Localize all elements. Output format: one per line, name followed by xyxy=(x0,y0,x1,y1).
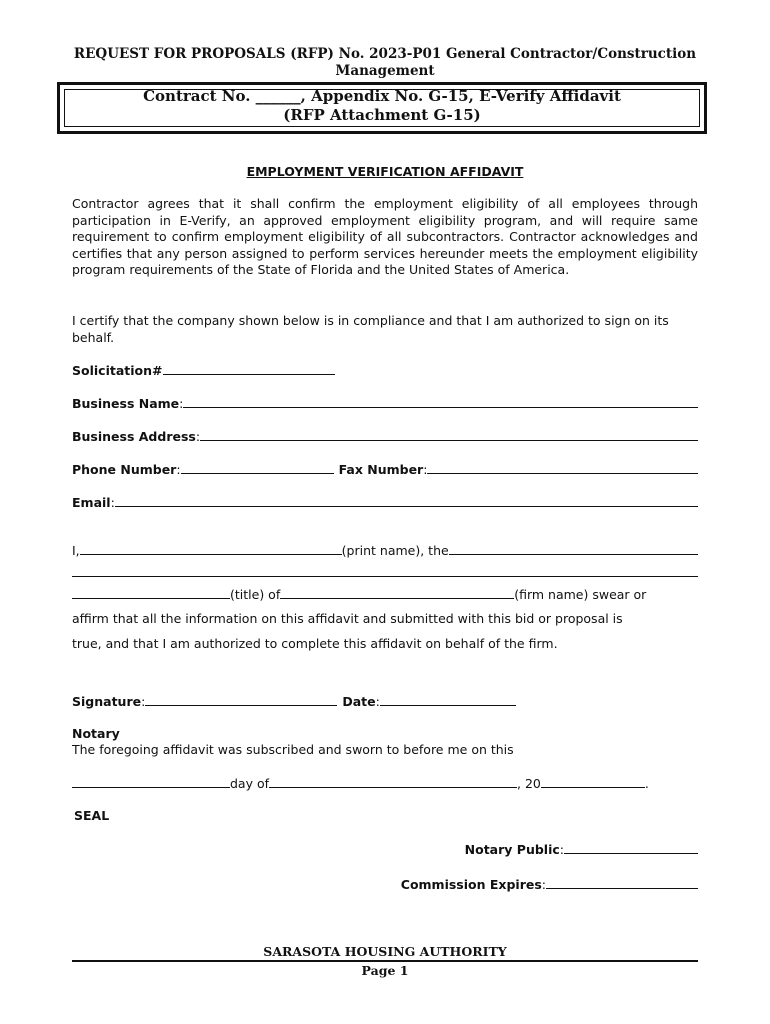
print-name-field[interactable] xyxy=(80,542,342,555)
certification-blank-line[interactable] xyxy=(72,562,698,577)
contract-title-box xyxy=(57,82,707,134)
title-field[interactable] xyxy=(72,586,230,599)
signature-label: Signature xyxy=(72,694,142,709)
commission-expires-colon: : xyxy=(541,877,546,892)
signature-colon: : xyxy=(141,694,146,709)
date-label: Date xyxy=(342,694,376,709)
phone-number-colon: : xyxy=(176,462,181,477)
commission-expires-label: Commission Expires xyxy=(400,877,542,892)
rfp-header-line2: Management xyxy=(335,63,435,79)
date-field[interactable] xyxy=(380,693,516,706)
business-address-colon: : xyxy=(195,429,201,444)
rfp-header-line1: REQUEST FOR PROPOSALS (RFP) No. 2023-P01 General Contractor/Construction xyxy=(73,46,697,62)
phone-number-label: Phone Number xyxy=(72,462,177,477)
footer-authority-name: SARASOTA HOUSING AUTHORITY xyxy=(263,944,507,959)
notary-heading: Notary xyxy=(72,726,120,741)
business-name-field[interactable] xyxy=(183,395,698,408)
notary-period: . xyxy=(644,776,649,791)
email-label: Email xyxy=(72,495,111,510)
seal-label: SEAL xyxy=(74,808,110,823)
fax-number-label: Fax Number xyxy=(338,462,424,477)
rfp-header xyxy=(50,46,720,80)
agreement-paragraph: Contractor agrees that it shall confirm the employment eligibility of all employees through participation in E-Verify, an approved employment eligibility program, and will require same requirement to confirm employment eligibility of all subcontractors. Contractor acknowledges and certifies that any person assigned to perform services hereunder meets the employment eligibility program requirements of the State of Florida and the United States of America. xyxy=(72,196,698,278)
notary-year-field[interactable] xyxy=(541,775,645,788)
notary-year-prefix: , 20 xyxy=(517,776,541,791)
notary-day-field[interactable] xyxy=(72,775,230,788)
solicitation-field[interactable] xyxy=(163,362,335,375)
notary-public-field[interactable] xyxy=(564,841,698,854)
certification-line4: affirm that all the information on this affidavit and submitted with this bid or proposal is xyxy=(72,611,623,626)
signature-date-row xyxy=(72,693,698,709)
business-name-colon: : xyxy=(179,396,184,411)
notary-statement: The foregoing affidavit was subscribed and sworn to before me on this xyxy=(72,742,514,757)
title-line1-field[interactable] xyxy=(449,542,698,555)
notary-day-row xyxy=(72,775,698,791)
email-colon: : xyxy=(110,495,115,510)
phone-fax-row xyxy=(72,461,698,477)
date-colon: : xyxy=(375,694,380,709)
certification-line3 xyxy=(72,586,698,602)
business-name-row xyxy=(72,395,698,411)
solicitation-row xyxy=(72,362,698,378)
notary-public-colon: : xyxy=(559,842,564,857)
rfp-attachment-label: (RFP Attachment G-15) xyxy=(283,106,481,124)
commission-expires-row xyxy=(72,876,698,892)
notary-public-label: Notary Public xyxy=(464,842,560,857)
certification-paragraph: I certify that the company shown below is in compliance and that I am authorized to sign on its behalf. xyxy=(72,313,669,345)
cert-title-of-text: (title) of xyxy=(230,587,281,602)
email-row xyxy=(72,494,698,510)
business-name-label: Business Name xyxy=(72,396,180,411)
cert-i-text: I, xyxy=(72,543,80,558)
email-field[interactable] xyxy=(115,494,698,507)
certification-line5: true, and that I am authorized to complete this affidavit on behalf of the firm. xyxy=(72,636,558,651)
footer-divider xyxy=(72,960,698,962)
business-address-row xyxy=(72,428,698,444)
page-title: EMPLOYMENT VERIFICATION AFFIDAVIT xyxy=(246,164,524,179)
certification-line1 xyxy=(72,542,698,558)
notary-day-of-text: day of xyxy=(230,776,270,791)
cert-print-name-text: (print name), the xyxy=(341,543,449,558)
fax-number-colon: : xyxy=(423,462,428,477)
solicitation-label: Solicitation# xyxy=(72,363,163,378)
firm-name-field[interactable] xyxy=(280,586,514,599)
page-number: Page 1 xyxy=(361,963,409,978)
contract-title: Contract No. ______, Appendix No. G-15, E-Verify Affidavit xyxy=(143,87,621,105)
signature-field[interactable] xyxy=(145,693,337,706)
business-address-label: Business Address xyxy=(72,429,196,444)
phone-number-field[interactable] xyxy=(181,461,334,474)
cert-firm-name-text: (firm name) swear or xyxy=(514,587,647,602)
commission-expires-field[interactable] xyxy=(546,876,698,889)
business-address-field[interactable] xyxy=(200,428,698,441)
notary-month-field[interactable] xyxy=(269,775,517,788)
notary-public-row xyxy=(72,841,698,857)
fax-number-field[interactable] xyxy=(427,461,698,474)
